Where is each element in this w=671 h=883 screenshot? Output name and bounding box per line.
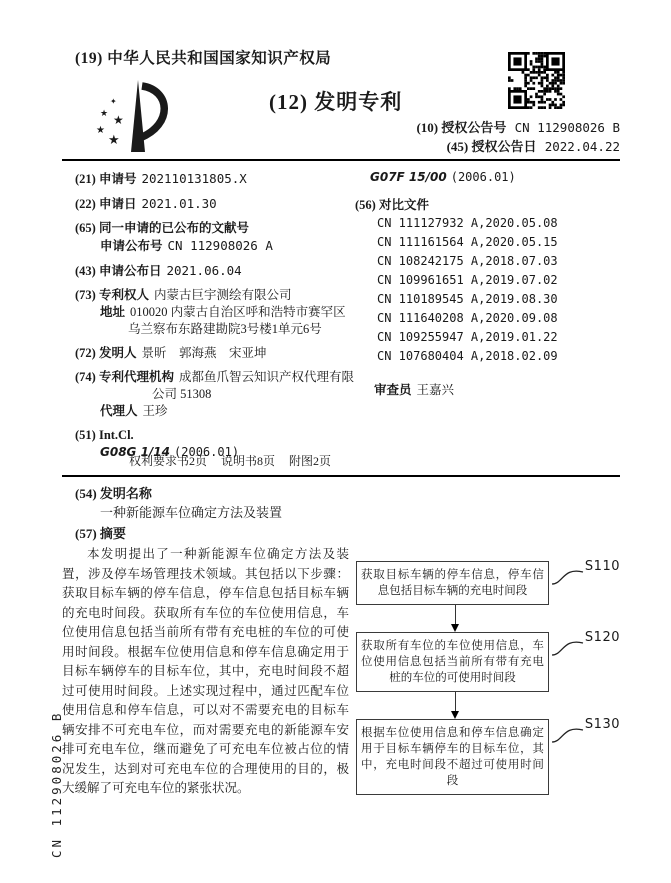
step-connector-curve bbox=[551, 721, 585, 745]
field-int-cl-secondary bbox=[355, 170, 620, 185]
bibliographic-section bbox=[62, 161, 620, 477]
publication-ref-label: (65) 同一申请的已公布的文献号 bbox=[75, 221, 249, 235]
abstract-row bbox=[62, 545, 620, 799]
cnipa-logo bbox=[90, 78, 186, 163]
grant-date-row bbox=[416, 137, 620, 156]
intcl-version: (2006.01) bbox=[174, 445, 240, 459]
field-publication-reference bbox=[75, 220, 355, 255]
publication-number-label: 申请公布号 bbox=[100, 239, 163, 253]
grant-date-label: (45) 授权公告日 bbox=[446, 139, 537, 154]
reference-item: CN 111640208 A,2020.09.08 bbox=[377, 311, 558, 325]
address-label: 地址 bbox=[100, 305, 126, 319]
flowchart-step-box: 根据车位使用信息和停车信息确定用于目标车辆停车的目标车位，其中，充电时间段不超过可使用时间段 bbox=[356, 719, 549, 795]
flowchart-step-label: S130 bbox=[584, 717, 620, 732]
flowchart-step bbox=[356, 561, 620, 605]
inventors-label: (72) 发明人 bbox=[75, 346, 137, 360]
grant-number-value: CN 112908026 B bbox=[514, 120, 620, 135]
flowchart-step-box: 获取所有车位的车位使用信息，车位使用信息包括当前所有带有充电桩的车位的可使用时间段 bbox=[356, 632, 549, 692]
svg-text:★: ★ bbox=[96, 125, 105, 136]
reference-item: CN 109255947 A,2019.01.22 bbox=[377, 330, 558, 344]
application-number-label: (21) 申请号 bbox=[75, 172, 137, 186]
side-vertical-publication-number: CN 112908026 B bbox=[49, 710, 64, 858]
grant-info bbox=[416, 118, 620, 156]
patentee-label: (73) 专利权人 bbox=[75, 288, 149, 302]
field-examiner bbox=[355, 380, 620, 398]
reference-item: CN 109961651 A,2019.07.02 bbox=[377, 273, 558, 287]
application-date-value: 2021.01.30 bbox=[141, 196, 217, 211]
qr-code bbox=[508, 52, 565, 109]
claims-pages: 权利要求书2页 bbox=[129, 454, 208, 468]
agent-label: 代理人 bbox=[100, 404, 138, 418]
svg-text:★: ★ bbox=[108, 132, 120, 147]
publication-date-label: (43) 申请公布日 bbox=[75, 264, 162, 278]
agency-label: (74) 专利代理机构 bbox=[75, 370, 174, 384]
reference-item: CN 111161564 A,2020.05.15 bbox=[377, 235, 558, 249]
intcl-label: (51) Int.Cl. bbox=[75, 428, 134, 442]
agent-value: 王珍 bbox=[142, 404, 168, 418]
cnipa-logo-graphic bbox=[90, 78, 186, 158]
grant-date-value: 2022.04.22 bbox=[544, 139, 620, 154]
description-pages: 说明书8页 bbox=[221, 454, 276, 468]
document-type-title: (12) 发明专利 bbox=[269, 90, 403, 114]
examiner-label: 审查员 bbox=[374, 383, 412, 397]
field-application-date bbox=[75, 195, 355, 213]
invention-title-section bbox=[62, 477, 620, 522]
inventors-value: 景昕 郭海燕 宋亚坤 bbox=[141, 346, 267, 360]
header bbox=[62, 0, 620, 161]
flowchart-figure bbox=[349, 545, 620, 799]
flowchart-step bbox=[356, 719, 620, 795]
abstract-label: (57) 摘要 bbox=[75, 526, 126, 541]
intcl-code-2: G07F 15/00 bbox=[370, 170, 447, 184]
flowchart-arrow-down bbox=[356, 605, 554, 632]
reference-item: CN 110189545 A,2019.08.30 bbox=[377, 292, 558, 306]
application-number-value: 202110131805.X bbox=[141, 171, 247, 186]
publication-number-value: CN 112908026 A bbox=[167, 238, 273, 253]
invention-title: 一种新能源车位确定方法及装置 bbox=[100, 505, 283, 520]
examiner-value: 王嘉兴 bbox=[416, 383, 455, 397]
agency-value: 成都鱼爪智云知识产权代理有限公司 51308 bbox=[152, 370, 354, 401]
field-publication-date bbox=[75, 262, 355, 280]
field-cited-references bbox=[355, 197, 620, 366]
reference-item: CN 111127932 A,2020.05.08 bbox=[377, 216, 558, 230]
invention-title-label: (54) 发明名称 bbox=[75, 486, 152, 501]
references-label: (56) 对比文件 bbox=[355, 198, 429, 212]
publication-date-value: 2021.06.04 bbox=[166, 263, 242, 278]
flowchart-step-label: S120 bbox=[584, 630, 620, 645]
field-patentee bbox=[75, 287, 355, 338]
intcl-code: G08G 1/14 bbox=[100, 445, 171, 459]
field-application-number bbox=[75, 170, 355, 188]
address-value: 010020 内蒙古自治区呼和浩特市赛罕区乌兰察布东路建勘院3号楼1单元6号 bbox=[128, 305, 346, 336]
reference-item: CN 108242175 A,2018.07.03 bbox=[377, 254, 558, 268]
flowchart-step-box: 获取目标车辆的停车信息，停车信息包括目标车辆的充电时间段 bbox=[356, 561, 549, 605]
svg-text:✦: ✦ bbox=[110, 97, 117, 106]
biblio-right-column bbox=[355, 170, 620, 475]
application-date-label: (22) 申请日 bbox=[75, 197, 137, 211]
intcl-version-2: (2006.01) bbox=[450, 170, 516, 184]
reference-item: CN 107680404 A,2018.02.09 bbox=[377, 349, 558, 363]
flowchart-step-label: S110 bbox=[584, 559, 620, 574]
drawings-pages: 附图2页 bbox=[289, 454, 332, 468]
biblio-left-column bbox=[62, 170, 355, 475]
step-connector-curve bbox=[551, 563, 585, 587]
flowchart-arrow-down bbox=[356, 692, 554, 719]
svg-text:★: ★ bbox=[113, 113, 124, 127]
issuing-office: (19) 中华人民共和国国家知识产权局 bbox=[75, 50, 332, 67]
grant-number-label: (10) 授权公告号 bbox=[416, 120, 507, 135]
patentee-value: 内蒙古巨宇测绘有限公司 bbox=[153, 288, 292, 302]
field-agency bbox=[75, 369, 355, 420]
step-connector-curve bbox=[551, 634, 585, 658]
flowchart-step bbox=[356, 632, 620, 692]
abstract-text: 本发明提出了一种新能源车位确定方法及装置，涉及停车场管理技术领域。其包括以下步骤：获取目标车辆的停车信息，停车信息包括目标车辆的充电时间段。获取所有车位的车位使用信息，车位使用信息包括当前所有带有充电桩的车位的可使用时间段。根据车位使用信息和停车信息确定用于目标车辆停车的目标车位，其中，充电时间段不超过可使用时间段。上述实现过程中，通过匹配车位使用信息和停车信息，可以对不需要充电的目标车辆安排不可充电车位，而对需要充电的新能源车安排可充电车位，继而避免了可充电车位被占位的情况发生，达到对可充电车位的合理使用的目的，极大缓解了可充电车位的紧张状况。 bbox=[62, 547, 349, 795]
svg-text:★: ★ bbox=[100, 108, 109, 118]
document-pages-info bbox=[129, 452, 345, 469]
grant-number-row bbox=[416, 118, 620, 137]
field-inventors bbox=[75, 345, 355, 362]
references-list bbox=[355, 214, 620, 366]
